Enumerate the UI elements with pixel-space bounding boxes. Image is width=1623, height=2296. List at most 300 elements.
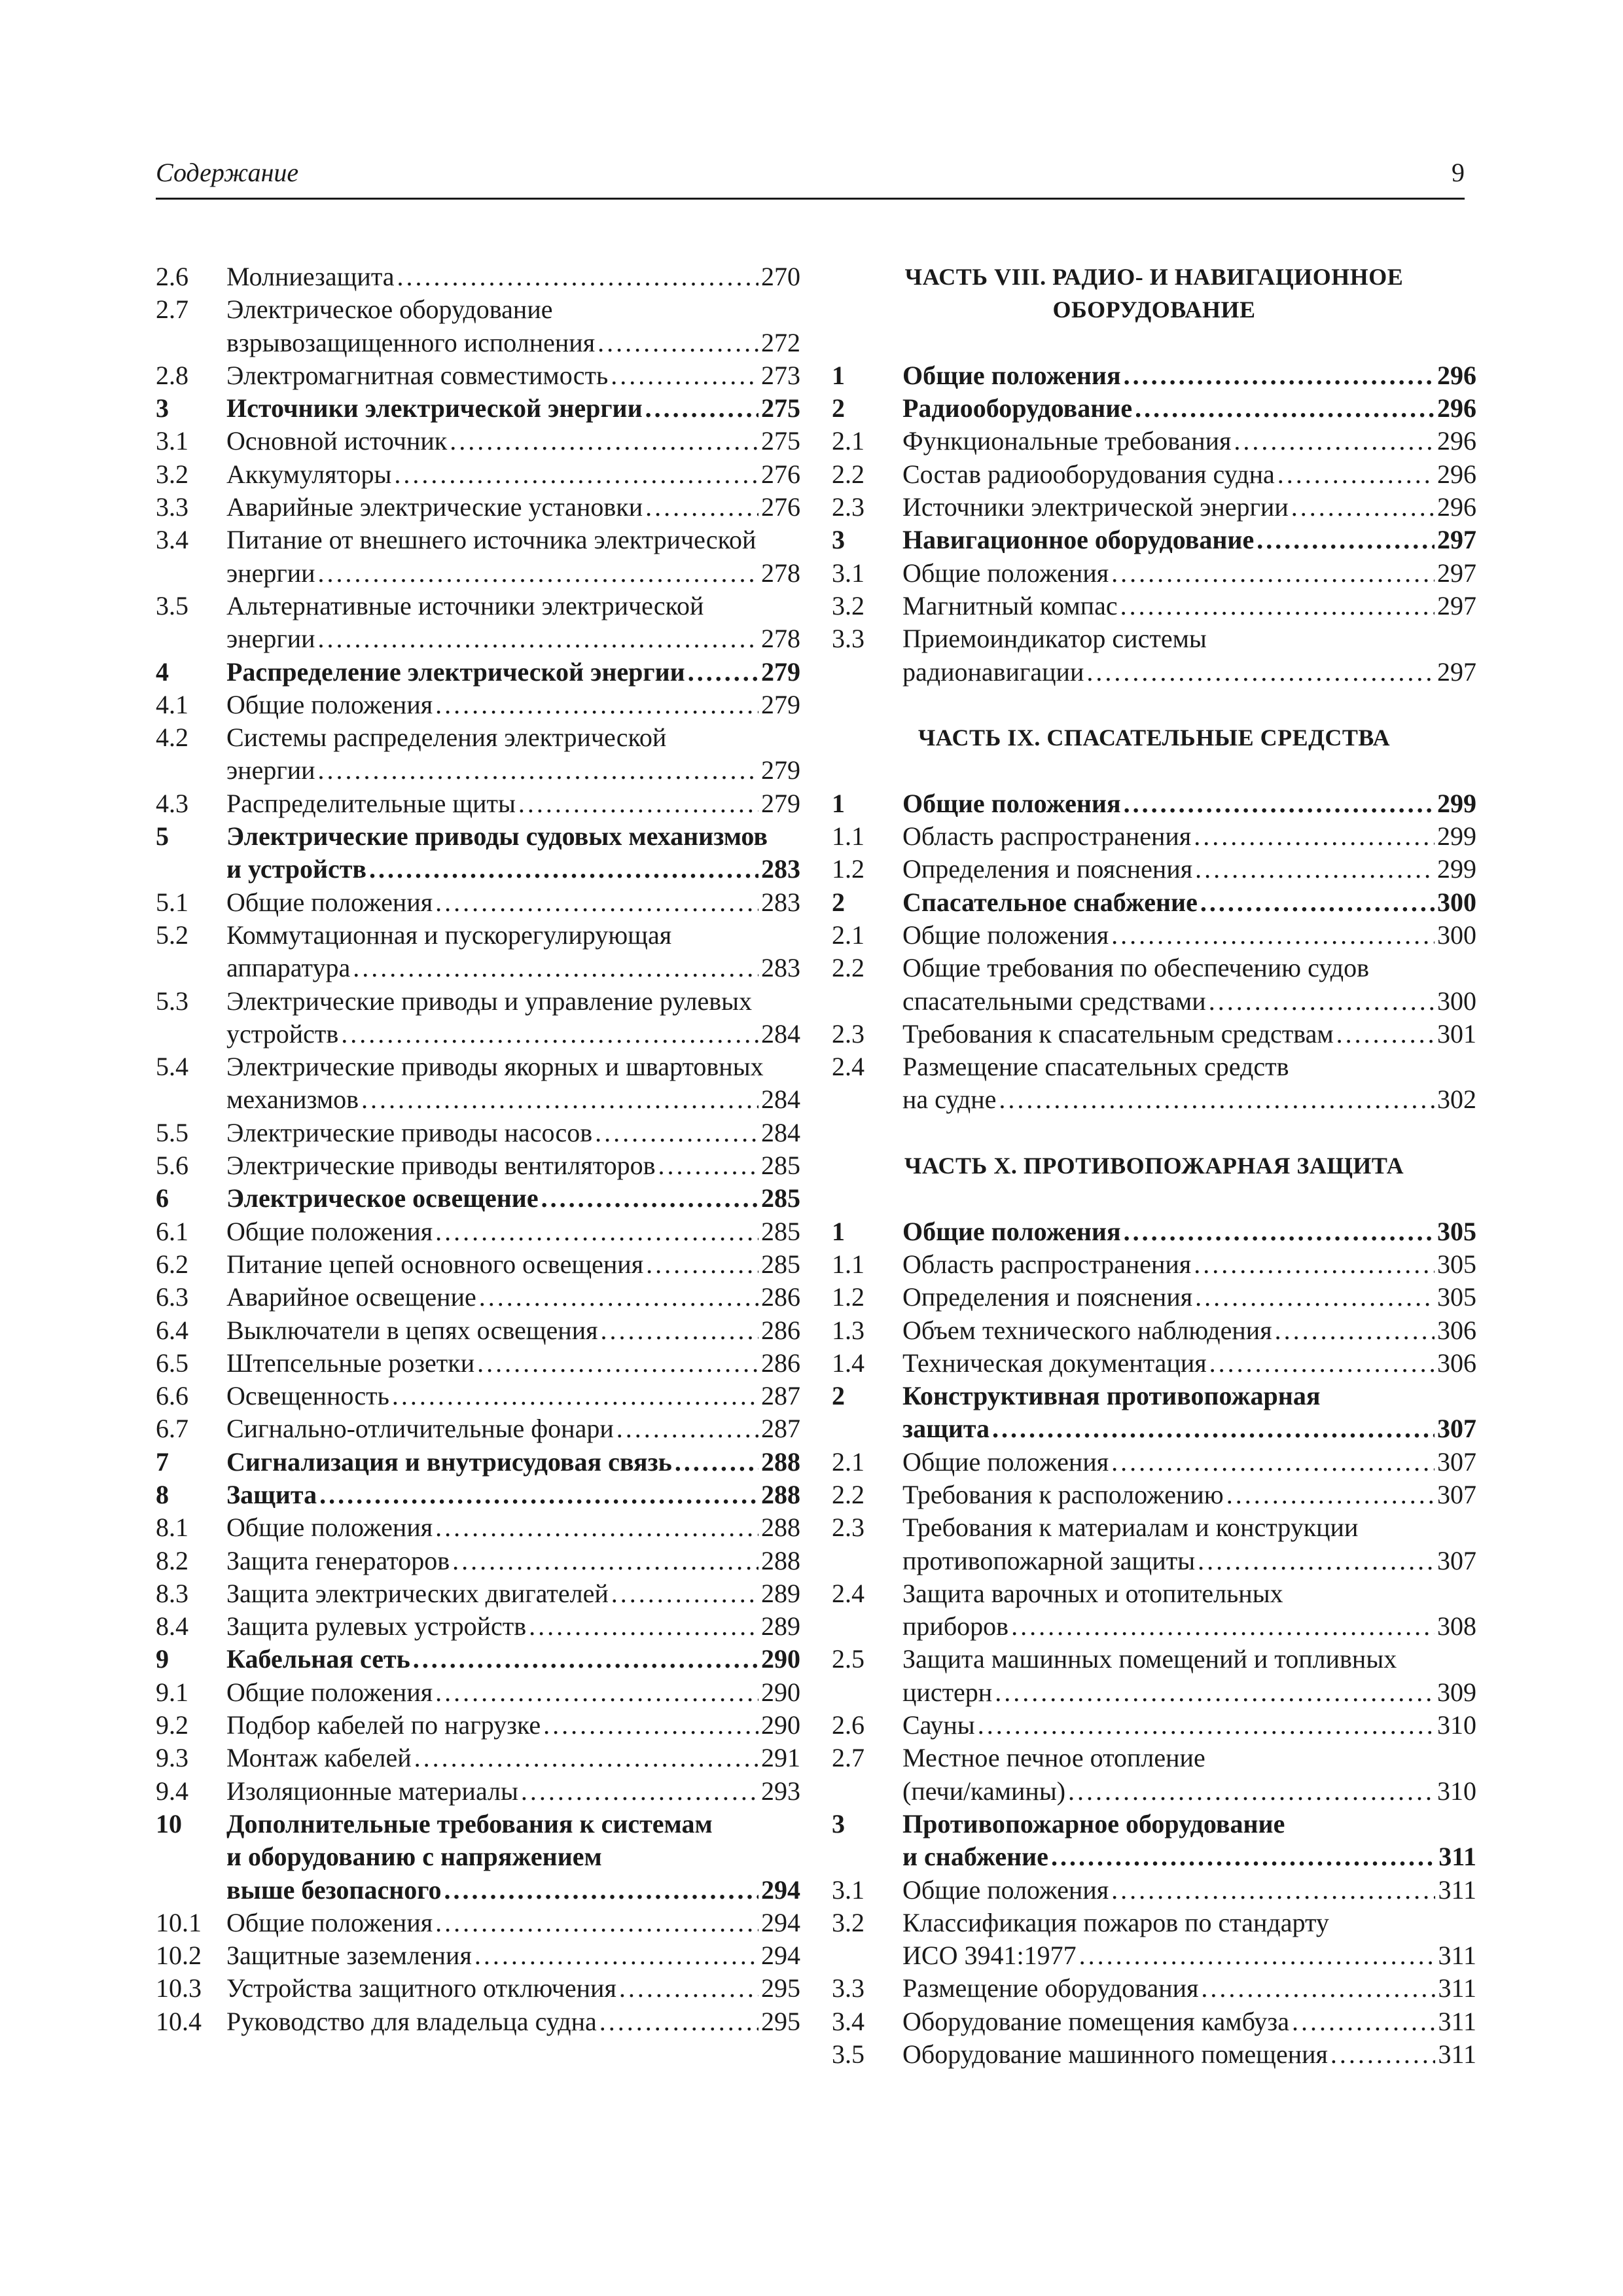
toc-entry-title: Размещение спасательных средств <box>902 1052 1289 1082</box>
toc-entry-title: Общие положения <box>902 360 1121 390</box>
toc-entry-number: 10.3 <box>156 1973 202 2003</box>
toc-entry <box>832 1643 1476 1676</box>
toc-entry-line <box>226 689 800 721</box>
toc-entry-title: Общие положения <box>226 887 433 917</box>
toc-entry-number: 9.1 <box>156 1677 188 1707</box>
toc-entry-page: 279 <box>761 689 800 719</box>
dot-leader <box>444 1874 758 1907</box>
toc-entry-number: 3 <box>832 525 845 555</box>
toc-entry <box>156 1314 800 1347</box>
toc-entry-title: Альтернативные источники электрической <box>226 590 704 620</box>
toc-entry-page: 290 <box>761 1677 800 1707</box>
dot-leader <box>1292 2005 1436 2038</box>
toc-entry-page: 279 <box>761 788 800 818</box>
toc-entry-title: Общие положения <box>226 689 433 719</box>
toc-entry-line <box>902 1775 1476 1808</box>
toc-entry-line <box>902 952 1476 984</box>
toc-entry-page: 279 <box>761 656 800 687</box>
toc-entry-page: 297 <box>1437 656 1476 687</box>
toc-entry-number: 10.1 <box>156 1907 202 1937</box>
toc-entry-line <box>226 820 800 853</box>
toc-entry-number: 3.2 <box>832 1907 865 1937</box>
toc-entry-title: спасательными средствами <box>902 986 1206 1016</box>
toc-entry <box>832 359 1476 392</box>
toc-entry-number: 5.1 <box>156 887 188 917</box>
toc-entry-title: цистерн <box>902 1677 993 1707</box>
toc-entry-number: 3.3 <box>156 492 188 522</box>
toc-entry <box>156 656 800 689</box>
toc-entry-line <box>226 853 800 886</box>
toc-entry-page: 290 <box>761 1710 800 1740</box>
toc-entry-number: 5.5 <box>156 1117 188 1147</box>
toc-entry <box>156 1479 800 1511</box>
header-title: Содержание <box>156 158 299 187</box>
toc-entry-title: Местное печное отопление <box>902 1743 1205 1773</box>
dot-leader <box>1111 1874 1435 1907</box>
toc-entry-title: Защита рулевых устройств <box>226 1611 527 1641</box>
toc-entry-line <box>226 1972 800 2005</box>
toc-entry-number: 2 <box>832 1381 845 1411</box>
toc-entry <box>156 524 800 556</box>
toc-entry-title: и снабжение <box>902 1842 1048 1872</box>
toc-entry-page: 288 <box>761 1479 800 1509</box>
toc-entry-page: 300 <box>1437 887 1476 917</box>
dot-leader <box>1124 359 1435 392</box>
toc-entry-line <box>226 1676 800 1709</box>
toc-entry-number: 2.3 <box>832 1513 865 1543</box>
toc-entry-title: Защитные заземления <box>226 1941 472 1971</box>
toc-entry <box>832 1479 1476 1511</box>
dot-leader <box>318 557 758 590</box>
toc-entry-title: Защита генераторов <box>226 1545 450 1575</box>
spacer <box>832 754 1476 787</box>
toc-entry-number: 6.5 <box>156 1348 188 1378</box>
dot-leader <box>541 1182 758 1215</box>
toc-entry-title: Общие положения <box>902 788 1121 818</box>
toc-entry <box>832 1709 1476 1742</box>
toc-entry-title: Источники электрической энергии <box>226 393 643 423</box>
toc-entry <box>156 260 800 293</box>
toc-entry-title: Определения и пояснения <box>902 1282 1193 1312</box>
toc-entry <box>156 1709 800 1742</box>
toc-entry <box>156 1676 800 1709</box>
toc-entry-title: Размещение оборудования <box>902 1973 1199 2003</box>
toc-entry <box>156 458 800 491</box>
dot-leader <box>675 1446 758 1479</box>
dot-leader <box>611 1577 758 1610</box>
toc-entry-line <box>226 1479 800 1511</box>
toc-entry-title: Общие положения <box>902 920 1109 950</box>
toc-entry-title: Распределение электрической энергии <box>226 656 685 687</box>
toc-entry-line <box>226 1577 800 1610</box>
toc-entry <box>832 1972 1476 2005</box>
toc-entry-number: 2.2 <box>832 953 865 983</box>
toc-entry-page: 285 <box>761 1216 800 1246</box>
toc-entry-continuation <box>156 1083 800 1116</box>
toc-entry-page: 311 <box>1438 1874 1476 1905</box>
dot-leader <box>479 1281 758 1314</box>
toc-entry-page: 297 <box>1437 590 1476 620</box>
toc-entry-number: 9.3 <box>156 1743 188 1773</box>
toc-entry-page: 286 <box>761 1315 800 1345</box>
dot-leader <box>474 1939 758 1972</box>
toc-entry-page: 311 <box>1438 1941 1476 1971</box>
toc-entry-line <box>902 1347 1476 1380</box>
toc-entry-number: 6.2 <box>156 1249 188 1279</box>
toc-entry <box>832 1907 1476 1939</box>
toc-entry-line <box>226 787 800 820</box>
dot-leader <box>318 754 758 787</box>
toc-entry <box>156 1775 800 1808</box>
toc-entry-title: Радиооборудование <box>902 393 1133 423</box>
toc-entry <box>156 1545 800 1577</box>
toc-entry-line <box>902 590 1476 622</box>
toc-entry-page: 310 <box>1437 1776 1476 1806</box>
toc-entry-number: 1 <box>832 360 845 390</box>
part-heading: ЧАСТЬ IX. СПАСАТЕЛЬНЫЕ СРЕДСТВА <box>918 725 1391 751</box>
toc-entry-continuation <box>156 754 800 787</box>
toc-entry-title: Электрическое освещение <box>226 1183 539 1213</box>
toc-entry-number: 2.3 <box>832 492 865 522</box>
toc-entry-continuation <box>156 853 800 886</box>
toc-entry-title: Защита варочных и отопительных <box>902 1578 1283 1608</box>
toc-entry-page: 293 <box>761 1776 800 1806</box>
toc-entry-line <box>902 1840 1476 1873</box>
toc-entry-number: 4.3 <box>156 788 188 818</box>
toc-entry-page: 288 <box>761 1513 800 1543</box>
toc-entry <box>156 1182 800 1215</box>
toc-entry-title: Область распространения <box>902 821 1192 852</box>
toc-entry <box>832 919 1476 952</box>
toc-right-column <box>832 260 1476 2071</box>
toc-entry-number: 2.2 <box>832 459 865 489</box>
toc-entry-title: Электрическое оборудование <box>226 295 553 325</box>
toc-entry <box>832 1248 1476 1281</box>
toc-entry-page: 275 <box>761 393 800 423</box>
toc-entry-line <box>902 1479 1476 1511</box>
toc-entry-line <box>902 1972 1476 2005</box>
toc-entry-number: 3.1 <box>156 426 188 456</box>
toc-entry-title: выше безопасного <box>226 1874 442 1905</box>
toc-entry-title: Приемоиндикатор системы <box>902 624 1207 654</box>
toc-entry-number: 9 <box>156 1644 169 1674</box>
toc-entry-line <box>226 1314 800 1347</box>
toc-entry-page: 283 <box>761 953 800 983</box>
toc-entry-line <box>902 392 1476 425</box>
toc-entry-number: 8.2 <box>156 1545 188 1575</box>
toc-entry-title: Питание от внешнего источника электрической <box>226 525 757 555</box>
toc-entry-line <box>902 1808 1476 1840</box>
toc-entry-line <box>226 1248 800 1281</box>
toc-entry-line <box>902 1643 1476 1676</box>
toc-entry <box>832 1808 1476 1840</box>
toc-entry-number: 2.8 <box>156 360 188 390</box>
toc-entry <box>156 1907 800 1939</box>
toc-entry <box>156 820 800 853</box>
toc-entry-page: 309 <box>1437 1677 1476 1707</box>
toc-entry-page: 279 <box>761 755 800 785</box>
toc-entry-title: аппаратура <box>226 953 351 983</box>
toc-entry <box>832 491 1476 524</box>
toc-entry-title: Требования к расположению <box>902 1479 1224 1509</box>
dot-leader <box>1194 1248 1435 1281</box>
toc-entry-number: 2.4 <box>832 1052 865 1082</box>
dot-leader <box>1124 787 1435 820</box>
toc-entry-title: Системы распределения электрической <box>226 723 667 753</box>
dot-leader <box>435 1907 758 1939</box>
toc-entry-number: 5.4 <box>156 1052 188 1082</box>
toc-entry-line <box>226 1412 800 1445</box>
toc-entry-page: 295 <box>761 1973 800 2003</box>
dot-leader <box>992 1412 1435 1445</box>
toc-entry-number: 5.6 <box>156 1151 188 1181</box>
toc-entry-line <box>902 557 1476 590</box>
toc-entry <box>832 1874 1476 1907</box>
toc-entry-number: 6.6 <box>156 1381 188 1411</box>
dot-leader <box>646 1248 758 1281</box>
toc-entry-number: 2.4 <box>832 1578 865 1608</box>
toc-entry-line <box>902 491 1476 524</box>
toc-entry-line <box>902 1709 1476 1742</box>
toc-entry-title: Аварийные электрические установки <box>226 492 643 522</box>
toc-entry-line <box>226 1050 800 1083</box>
toc-entry-number: 3.4 <box>156 525 188 555</box>
toc-entry <box>832 622 1476 655</box>
toc-entry-page: 301 <box>1437 1018 1476 1049</box>
toc-entry <box>832 1347 1476 1380</box>
toc-entry-title: Электрические приводы якорных и швартовных <box>226 1052 764 1082</box>
toc-entry-title: Оборудование машинного помещения <box>902 2039 1328 2070</box>
header-page-number: 9 <box>1452 158 1465 187</box>
toc-entry-title: и оборудованию с напряжением <box>226 1842 602 1872</box>
toc-entry-page: 288 <box>761 1446 800 1477</box>
toc-entry <box>832 1380 1476 1412</box>
toc-entry-title: (печи/камины) <box>902 1776 1066 1806</box>
toc-entry <box>832 886 1476 919</box>
toc-entry-line <box>226 919 800 952</box>
dot-leader <box>611 359 758 392</box>
toc-entry-line <box>902 1511 1476 1544</box>
toc-entry <box>156 1610 800 1643</box>
dot-leader <box>392 1380 758 1412</box>
toc-entry-page: 308 <box>1437 1611 1476 1641</box>
dot-leader <box>1226 1479 1435 1511</box>
toc-entry-line <box>226 392 800 425</box>
toc-entry-title: Общие положения <box>226 1513 433 1543</box>
toc-entry-title: ИСО 3941:1977 <box>902 1941 1077 1971</box>
toc-entry-line <box>902 1676 1476 1709</box>
toc-entry-number: 3.1 <box>832 558 865 588</box>
toc-entry-title: Электрические приводы судовых механизмов <box>226 821 768 852</box>
dot-leader <box>452 1545 758 1577</box>
dot-leader <box>1209 1347 1435 1380</box>
toc-entry-page: 290 <box>761 1644 800 1674</box>
toc-entry <box>832 392 1476 425</box>
toc-entry-number: 2.1 <box>832 920 865 950</box>
dot-leader <box>595 1117 758 1149</box>
toc-entry <box>156 886 800 919</box>
toc-entry-continuation <box>832 1775 1476 1808</box>
toc-entry-number: 2.6 <box>156 262 188 291</box>
toc-entry-title: защита <box>902 1414 990 1444</box>
dot-leader <box>1011 1610 1435 1643</box>
toc-entry-page: 272 <box>761 327 800 357</box>
toc-entry-page: 276 <box>761 492 800 522</box>
dot-leader <box>397 260 758 293</box>
toc-entry-title: Общие положения <box>902 1446 1109 1477</box>
toc-entry-title: Общие положения <box>902 558 1109 588</box>
toc-entry <box>156 293 800 326</box>
toc-entry-title: механизмов <box>226 1085 359 1115</box>
toc-entry-title: Магнитный компас <box>902 590 1118 620</box>
dot-leader <box>1257 524 1435 556</box>
toc-entry-title: Общие положения <box>226 1677 433 1707</box>
part-heading: ОБОРУДОВАНИЕ <box>1052 296 1256 323</box>
dot-leader <box>1200 886 1435 919</box>
dot-leader <box>319 1479 758 1511</box>
toc-entry-number: 2.6 <box>832 1710 865 1740</box>
dot-leader <box>645 491 758 524</box>
toc-entry-title: Сауны <box>902 1710 975 1740</box>
toc-entry <box>156 1577 800 1610</box>
toc-entry-number: 1.2 <box>832 1282 865 1312</box>
toc-entry-line <box>226 293 800 326</box>
toc-entry-page: 285 <box>761 1183 800 1213</box>
toc-entry-page: 287 <box>761 1414 800 1444</box>
toc-entry-continuation <box>832 1676 1476 1709</box>
dot-leader <box>435 1511 758 1544</box>
toc-entry <box>832 1215 1476 1248</box>
toc-entry-page: 299 <box>1437 854 1476 884</box>
toc-entry-line <box>226 721 800 754</box>
dot-leader <box>318 622 758 655</box>
toc-entry-line <box>902 820 1476 853</box>
toc-entry <box>832 1446 1476 1479</box>
toc-entry-line <box>902 886 1476 919</box>
toc-entry-line <box>226 1347 800 1380</box>
spacer <box>832 1117 1476 1149</box>
dot-leader <box>1051 1840 1436 1873</box>
dot-leader <box>597 327 758 359</box>
toc-entry-line <box>902 1545 1476 1577</box>
toc-entry <box>156 1050 800 1083</box>
dot-leader <box>1277 458 1435 491</box>
toc-entry-title: Классификация пожаров по стандарту <box>902 1907 1329 1937</box>
dot-leader <box>658 1149 759 1182</box>
spacer <box>832 327 1476 359</box>
toc-entry-title: энергии <box>226 624 315 654</box>
part-heading: ЧАСТЬ X. ПРОТИВОПОЖАРНАЯ ЗАЩИТА <box>904 1153 1404 1179</box>
toc-entry-page: 306 <box>1437 1315 1476 1345</box>
toc-entry-page: 296 <box>1437 360 1476 390</box>
dot-leader <box>414 1742 758 1774</box>
toc-entry-number: 3.3 <box>832 624 865 654</box>
toc-entry-line <box>902 1248 1476 1281</box>
toc-entry-title: Состав радиооборудования судна <box>902 459 1275 489</box>
toc-entry-line <box>902 1018 1476 1050</box>
dot-leader <box>518 787 758 820</box>
toc-entry-number: 5.3 <box>156 986 188 1016</box>
toc-entry-title: Штепсельные розетки <box>226 1348 475 1378</box>
toc-entry <box>832 2005 1476 2038</box>
toc-entry <box>156 1281 800 1314</box>
dot-leader <box>435 1676 758 1709</box>
dot-leader <box>1086 656 1435 689</box>
toc-entry-page: 311 <box>1438 2006 1476 2036</box>
toc-entry-line <box>226 260 800 293</box>
toc-entry <box>832 1742 1476 1774</box>
dot-leader <box>1111 557 1435 590</box>
toc-entry-number: 9.2 <box>156 1710 188 1740</box>
toc-entry-page: 270 <box>761 262 800 291</box>
toc-entry-line <box>902 359 1476 392</box>
toc-entry-line <box>226 1446 800 1479</box>
toc-entry-line <box>226 425 800 457</box>
toc-entry-page: 310 <box>1437 1710 1476 1740</box>
dot-leader <box>435 1215 758 1248</box>
toc-entry-number: 2.1 <box>832 1446 865 1477</box>
toc-entry-title: Питание цепей основного освещения <box>226 1249 644 1279</box>
dot-leader <box>1195 853 1435 886</box>
toc-entry-line <box>902 1610 1476 1643</box>
toc-entry-number: 2.3 <box>832 1018 865 1049</box>
dot-leader <box>1120 590 1435 622</box>
toc-entry-title: Определения и пояснения <box>902 854 1193 884</box>
toc-entry-line <box>226 557 800 590</box>
toc-entry-title: Защита электрических двигателей <box>226 1578 609 1608</box>
toc-entry-title: Молниезащита <box>226 262 395 291</box>
toc-entry <box>156 1149 800 1182</box>
toc-entry <box>832 952 1476 984</box>
toc-entry-continuation <box>832 1545 1476 1577</box>
toc-entry <box>832 557 1476 590</box>
toc-entry-line <box>226 622 800 655</box>
toc-entry-line <box>902 524 1476 556</box>
toc-entry <box>832 787 1476 820</box>
toc-entry-line <box>226 1840 800 1873</box>
toc-entry-number: 5 <box>156 821 169 852</box>
toc-entry-number: 2.2 <box>832 1479 865 1509</box>
toc-entry-title: Кабельная сеть <box>226 1644 410 1674</box>
toc-entry-page: 285 <box>761 1151 800 1181</box>
dot-leader <box>1275 1314 1435 1347</box>
toc-entry-line <box>226 1083 800 1116</box>
toc-entry <box>156 1117 800 1149</box>
toc-entry <box>156 919 800 952</box>
toc-entry-line <box>902 1083 1476 1116</box>
toc-entry-line <box>226 1610 800 1643</box>
dot-leader <box>978 1709 1435 1742</box>
toc-entry-title: радионавигации <box>902 656 1084 687</box>
toc-entry-line <box>226 656 800 689</box>
toc-entry <box>832 1511 1476 1544</box>
toc-entry <box>156 721 800 754</box>
toc-entry-line <box>226 2005 800 2038</box>
toc-entry-number: 2 <box>832 887 845 917</box>
toc-entry-number: 7 <box>156 1446 169 1477</box>
toc-entry-line <box>226 1939 800 1972</box>
toc-entry-line <box>902 919 1476 952</box>
toc-entry-line <box>226 1117 800 1149</box>
toc-entry-page: 287 <box>761 1381 800 1411</box>
dot-leader <box>529 1610 758 1643</box>
toc-entry <box>156 590 800 622</box>
toc-entry-title: энергии <box>226 755 315 785</box>
toc-entry-title: Аккумуляторы <box>226 459 392 489</box>
toc-entry-line <box>902 1742 1476 1774</box>
toc-entry-number: 2.1 <box>832 426 865 456</box>
toc-entry-line <box>226 1907 800 1939</box>
